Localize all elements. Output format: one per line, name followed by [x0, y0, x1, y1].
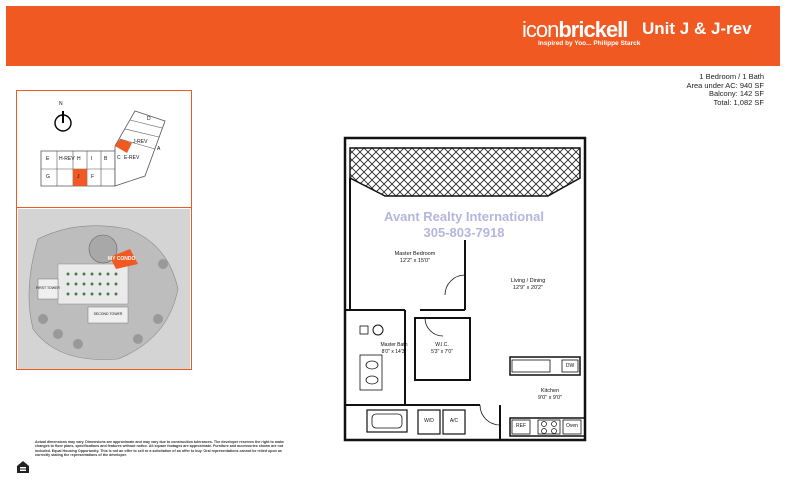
- kitchen-dim: 9'0" x 9'0": [537, 395, 563, 401]
- room-kitchen: [525, 388, 575, 402]
- living-dining-label: Living / Dining: [510, 278, 546, 284]
- master-bedroom-dim: 12'2" x 15'0": [399, 258, 431, 264]
- wic-dim: 5'3" x 7'0": [431, 349, 453, 355]
- wic-label: W.I.C.: [435, 342, 449, 348]
- keyplan-unit-a: A: [157, 146, 161, 152]
- watermark-company: Avant Realty International: [384, 209, 544, 224]
- keyplan-unit-i: I: [91, 156, 93, 162]
- keyplan-unit-b: B: [104, 156, 108, 162]
- keyplan-unit-g: G: [46, 174, 50, 180]
- north-label: N: [59, 101, 63, 107]
- keyplan-unit-h: H: [77, 156, 81, 162]
- site-label-first-tower: FIRST TOWER: [36, 286, 60, 290]
- keyplan-unit-j-rev: J-REV: [133, 139, 148, 145]
- keyplan-unit-f: F: [91, 174, 95, 180]
- keyplan-unit-d: D: [147, 116, 151, 122]
- brand-tagline: Inspired by Yoo... Philippe Starck: [538, 40, 641, 47]
- room-master-bedroom: [385, 251, 445, 265]
- legal-disclaimer: Actual dimensions may vary. Dimensions are approximate and may vary due to construction tolerances. The developer reserves the right to make changes to floor plans, specifications and features without notice. All square footages are approximate. Furniture and accessories shown are not included. Equal Housing Opportunity. This is not an offer to sell or a solicitation of an offer to buy. Oral representations cannot be relied upon as correctly stating the representations of the developer.: [35, 440, 284, 457]
- room-master-bath: [378, 342, 410, 356]
- total-area: Total: 1,082 SF: [713, 98, 764, 108]
- watermark: [375, 209, 553, 241]
- kitchen-label: Kitchen: [540, 388, 560, 394]
- site-label-my-condo: MY CONDO: [108, 256, 136, 262]
- master-bath-label: Master Bath: [380, 342, 408, 348]
- oven-label: Oven: [566, 423, 578, 429]
- keyplan-unit-j: J: [77, 174, 80, 180]
- keyplan-unit-e-rev: E-REV: [124, 155, 140, 161]
- keyplan-unit-c: C: [117, 155, 121, 161]
- room-wic: [420, 342, 464, 356]
- ref-label: REF: [516, 423, 526, 429]
- master-bedroom-label: Master Bedroom: [394, 251, 436, 257]
- balcony: [350, 148, 580, 196]
- balcony-area: Balcony: 142 SF: [708, 89, 764, 99]
- watermark-phone: 305-803-7918: [423, 225, 505, 240]
- ac-label: A/C: [449, 418, 459, 424]
- beds-baths: 1 Bedroom / 1 Bath: [699, 72, 764, 81]
- unit-title: Unit J & J-rev: [642, 19, 752, 38]
- site-label-second-tower: SECOND TOWER: [93, 312, 123, 316]
- keyplan-unit-h-rev: H-REV: [59, 156, 75, 162]
- wd-label: W/D: [424, 418, 434, 424]
- area-ac: Area under AC: 940 SF: [686, 80, 764, 90]
- dw-label: DW: [565, 363, 575, 369]
- keyplan-unit-e: E: [46, 156, 50, 162]
- master-bath-dim: 8'0" x 14'3": [381, 349, 407, 355]
- living-dining-dim: 12'9" x 20'2": [512, 285, 544, 291]
- room-living-dining: [498, 278, 558, 292]
- brand-icon-text: icon: [522, 17, 559, 42]
- equal-housing-icon: [16, 460, 30, 474]
- brand-name: brickell: [558, 17, 628, 42]
